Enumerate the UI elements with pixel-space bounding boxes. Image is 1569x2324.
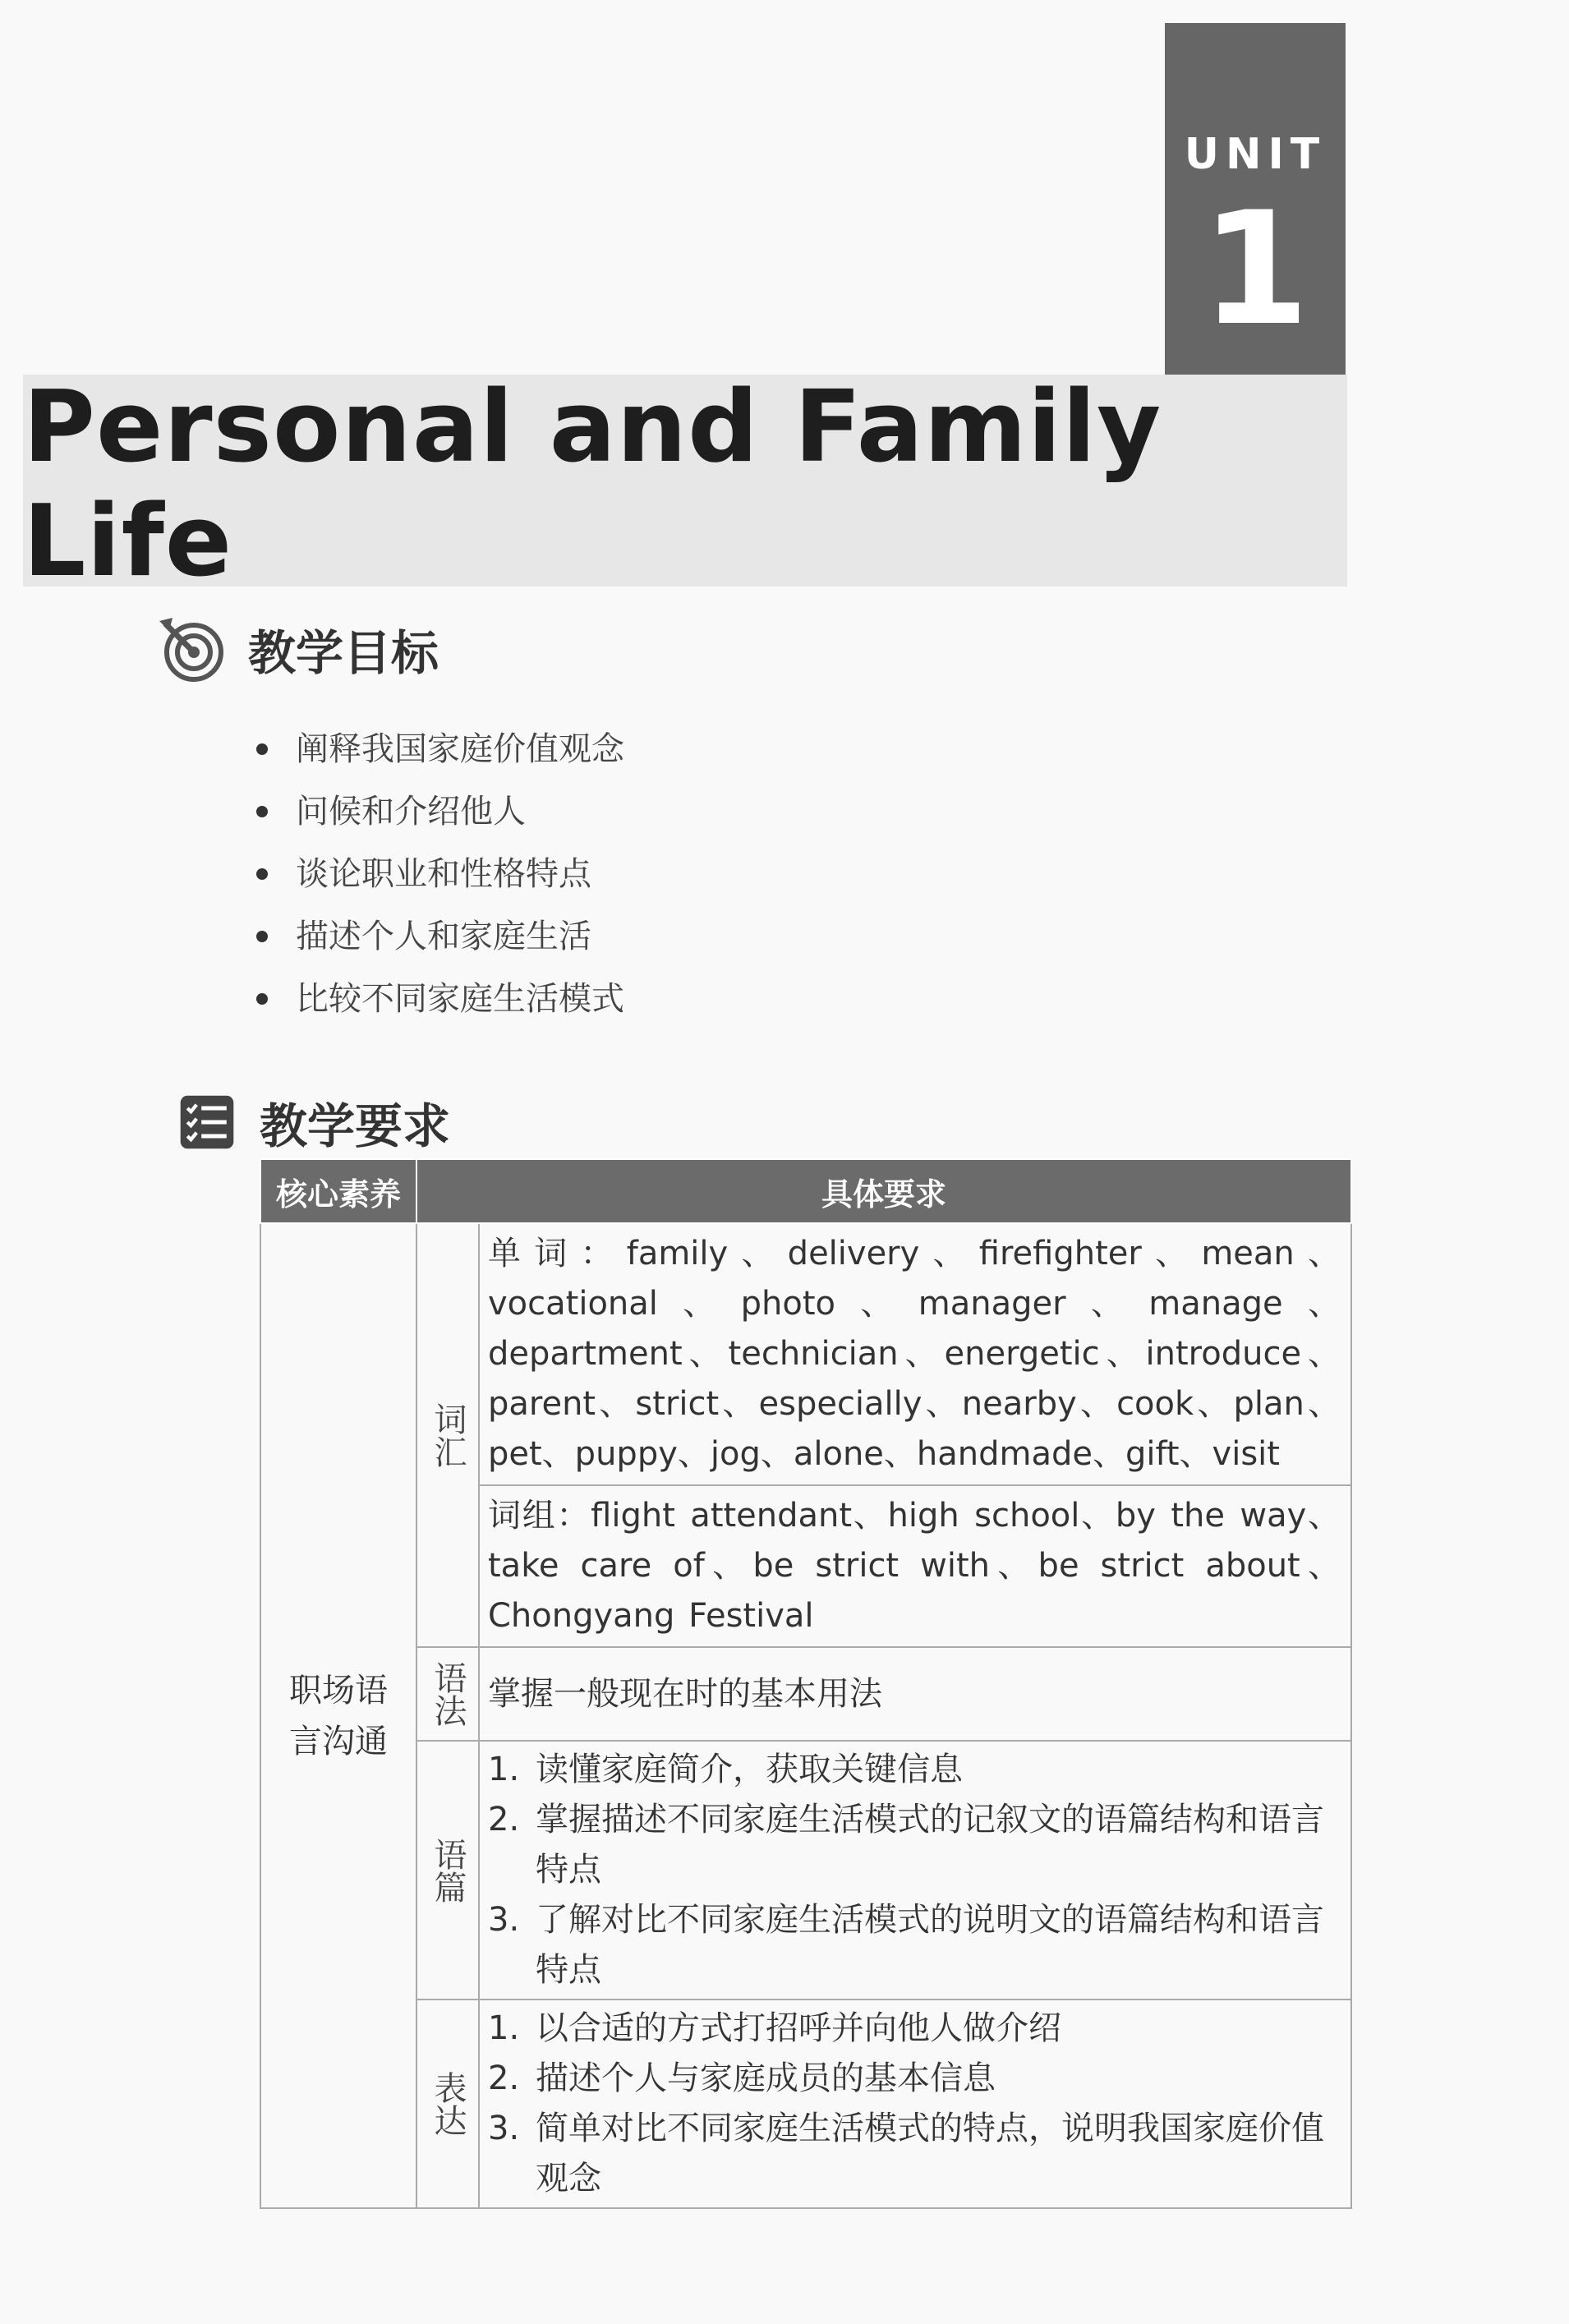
expression-list: [480, 2000, 1350, 2207]
list-item: 1. 以合适的方式打招呼并向他人做介绍: [488, 2009, 1061, 2047]
objectives-heading: [158, 614, 439, 683]
vocab-label: 词汇: [429, 1402, 467, 1468]
grammar-text: 掌握一般现在时的基本用法: [488, 1674, 882, 1713]
expression-cell: [479, 2000, 1351, 2208]
header-detail: 具体要求: [416, 1159, 1351, 1223]
unit-badge: [1165, 23, 1346, 375]
requirements-title: 教学要求: [260, 1098, 451, 1154]
vocab-label-cell: [416, 1223, 479, 1647]
requirements-heading: [179, 1088, 450, 1157]
target-icon: [158, 616, 223, 682]
grammar-cell: [479, 1647, 1351, 1741]
vocab-words: 单词：family、delivery、firefighter、mean、vocational、photo、manager、manage、department、technician、energetic、introduce、parent、strict、especially、nearby、cook、plan、pet、puppy、jog、alone、handmade、gift、visit: [488, 1235, 1341, 1473]
list-item: 3. 简单对比不同家庭生活模式的特点，说明我国家庭价值观念: [488, 2110, 1324, 2197]
header-core: 核心素养: [260, 1159, 416, 1223]
discourse-list: [480, 1742, 1350, 1999]
discourse-label-cell: [416, 1741, 479, 2000]
page-title: Personal and Family Life: [23, 370, 1162, 599]
checklist-icon: [179, 1093, 235, 1152]
discourse-label: 语篇: [429, 1837, 467, 1903]
expression-label: 表达: [429, 2071, 467, 2137]
vocab-words-cell: [479, 1223, 1351, 1485]
objectives-list: [256, 718, 624, 1030]
vocab-phrases: 词组：flight attendant、high school、by the way、take care of、be strict with、be strict about、Chongyang Festival: [488, 1497, 1341, 1635]
title-band: [23, 370, 1347, 599]
unit-label: UNIT: [1184, 130, 1327, 179]
objective-item: 描述个人和家庭生活: [256, 905, 624, 968]
list-item: 3. 了解对比不同家庭生活模式的说明文的语篇结构和语言特点: [488, 1901, 1324, 1989]
objectives-title: 教学目标: [248, 625, 439, 681]
objective-item: 阐释我国家庭价值观念: [256, 718, 624, 780]
unit-number: 1: [1200, 178, 1310, 360]
list-item: 2. 掌握描述不同家庭生活模式的记叙文的语篇结构和语言特点: [488, 1801, 1324, 1889]
grammar-label: 语法: [429, 1661, 467, 1727]
objective-item: 比较不同家庭生活模式: [256, 968, 624, 1030]
list-item: 1. 读懂家庭简介，获取关键信息: [488, 1751, 963, 1788]
grammar-label-cell: [416, 1647, 479, 1741]
core-competency: 职场语言沟通: [260, 1223, 416, 2208]
requirements-table: [260, 1158, 1352, 2209]
objective-item: 问候和介绍他人: [256, 780, 624, 843]
objective-item: 谈论职业和性格特点: [256, 843, 624, 905]
discourse-cell: [479, 1741, 1351, 2000]
expression-label-cell: [416, 2000, 479, 2208]
vocab-phrases-cell: [479, 1485, 1351, 1647]
list-item: 2. 描述个人与家庭成员的基本信息: [488, 2059, 996, 2097]
